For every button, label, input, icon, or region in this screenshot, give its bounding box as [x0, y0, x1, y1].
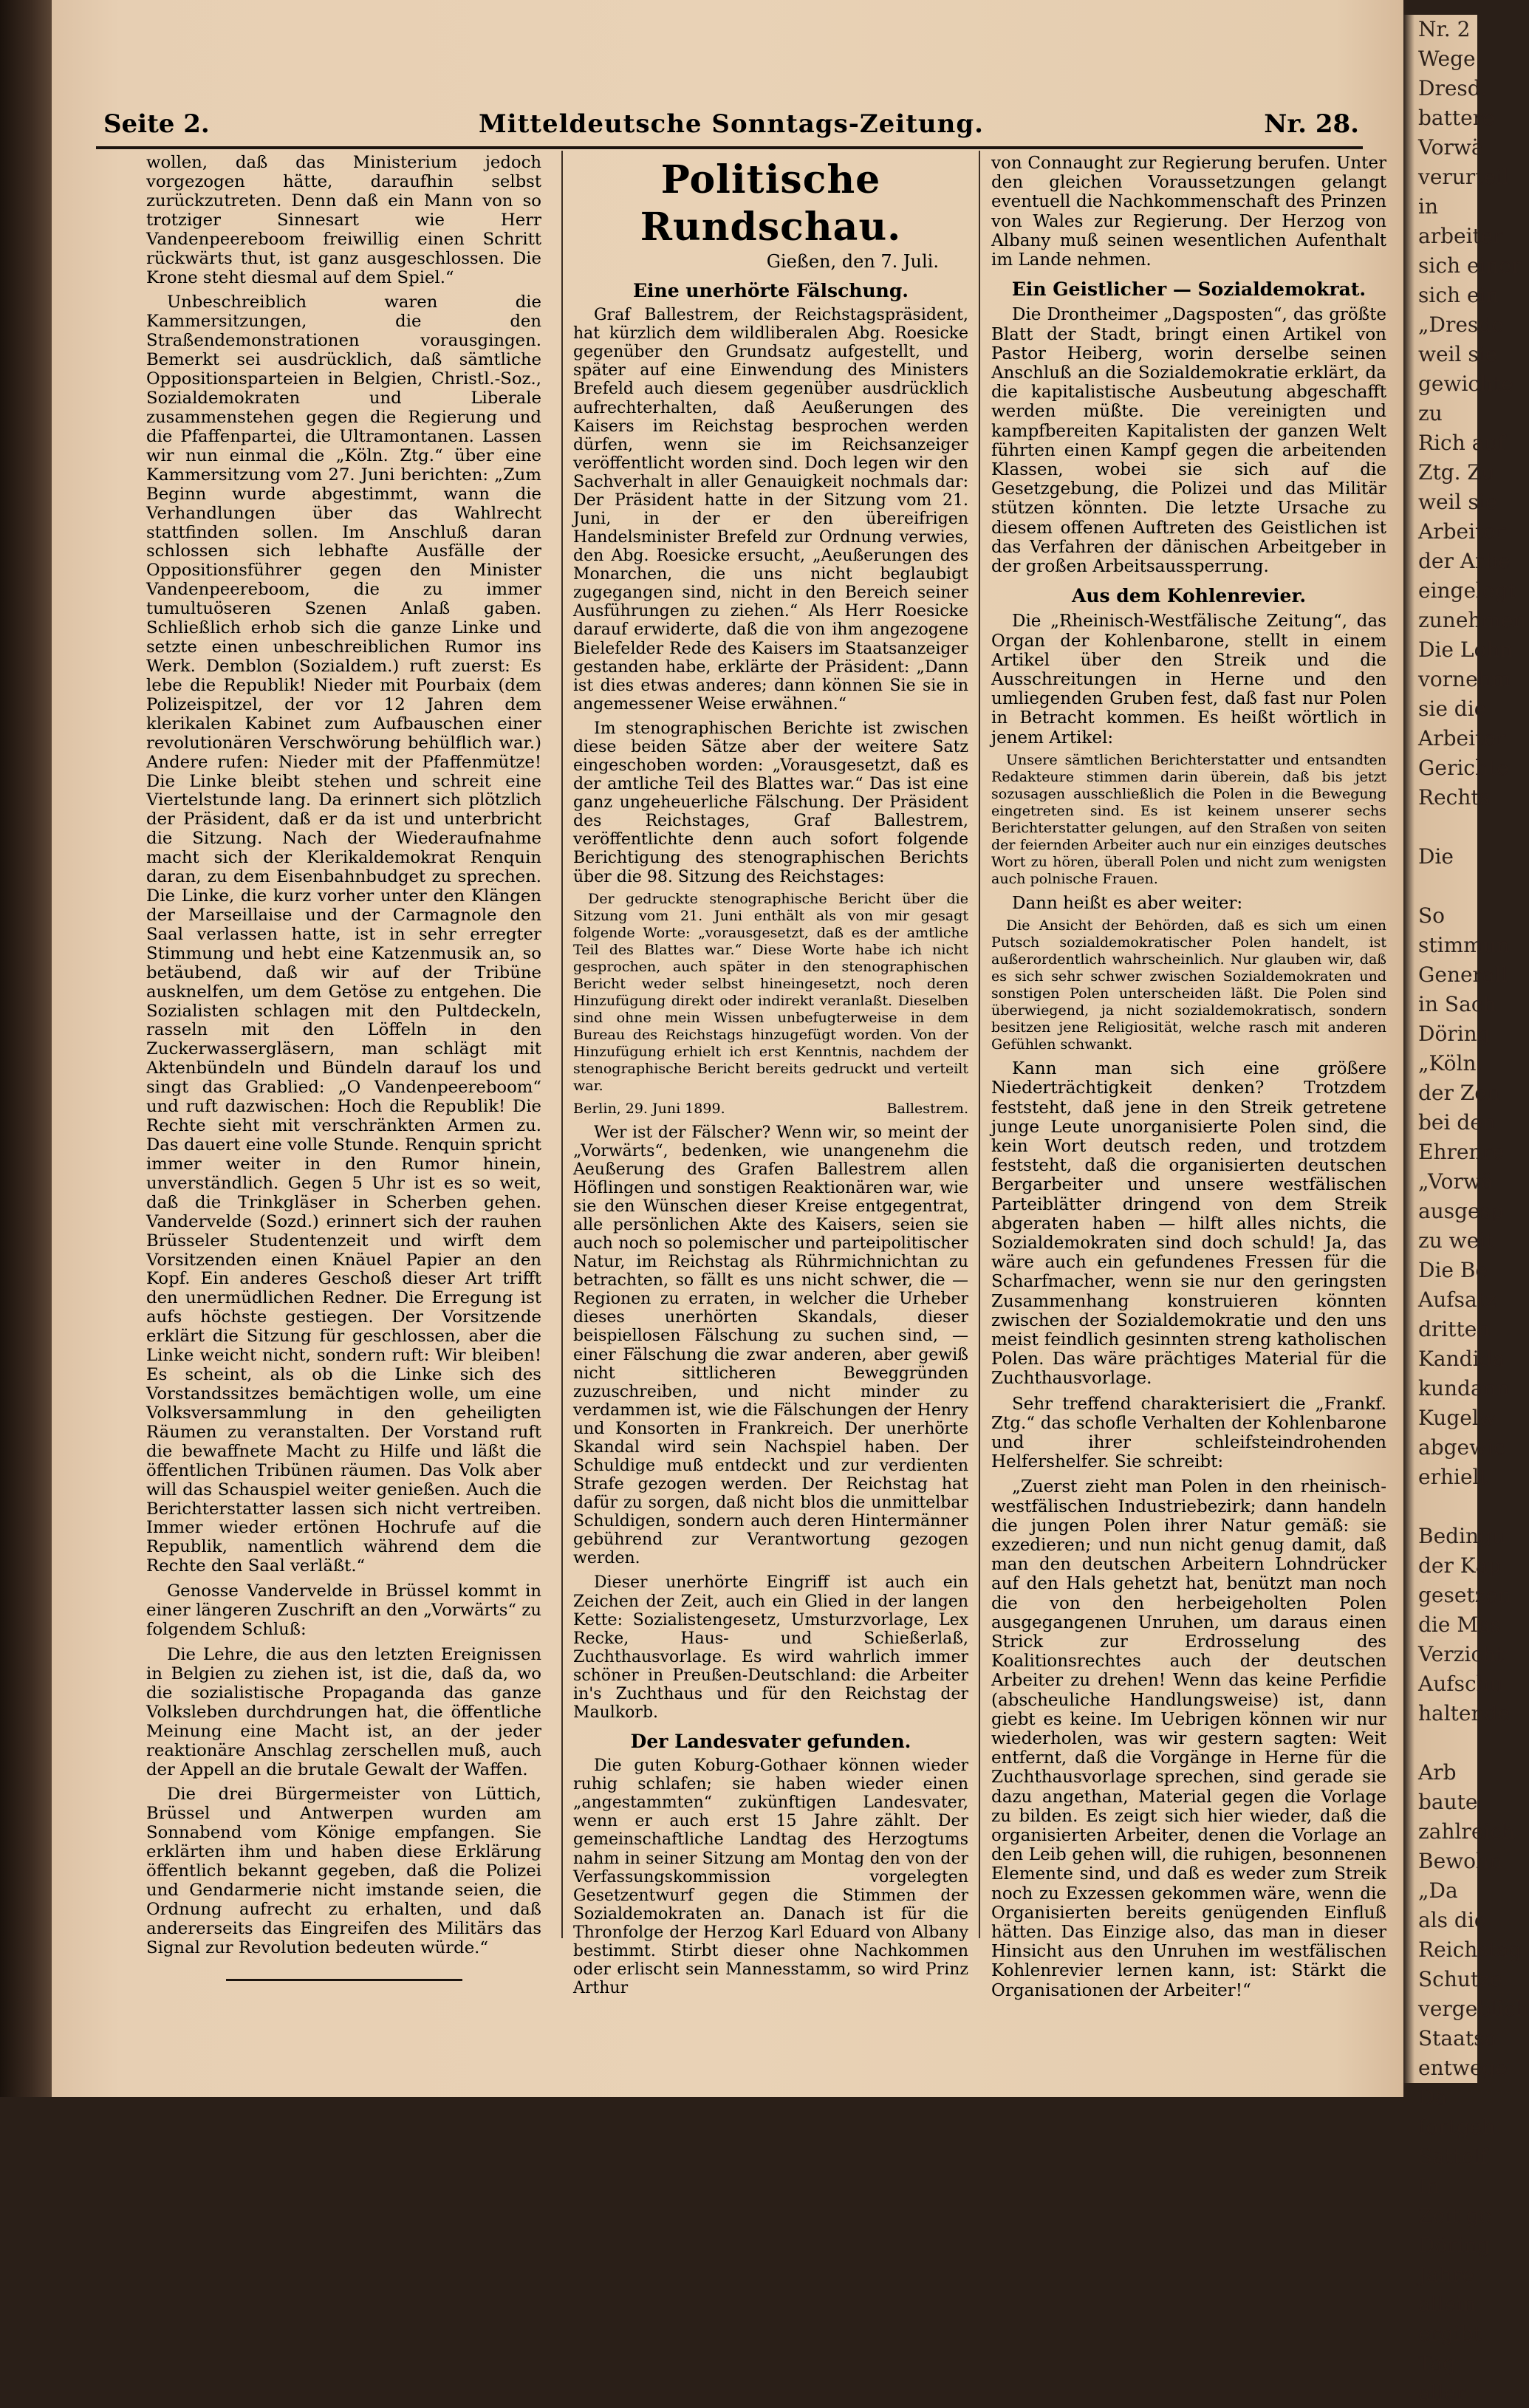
adjacent-page-text-line: erhielt: [1418, 1465, 1488, 1489]
adjacent-page-text-line: die Mas: [1418, 1612, 1502, 1637]
adjacent-page-text-line: als die: [1418, 1908, 1487, 1932]
adjacent-page-text-line: „Köln.: [1418, 1051, 1483, 1075]
adjacent-page-text-line: ausgesp: [1418, 1199, 1504, 1223]
paragraph: Dieser unerhörte Eingriff ist auch ein Zeichen der Zeit, auch ein Glied in der langen Kette: Sozialistengesetz, Umsturzvorlage, Lex Recke, Haus- und Schießerlaß, Zuchthausvorlage. Es wird wahrlich immer schöner in Preußen-Deutschland: die Arbeiter in's Zuchthaus und für den Reichstag der Maulkorb.: [573, 1573, 968, 1722]
paragraph: wollen, daß das Ministerium jedoch vorgezogen hätte, daraufhin selbst zurückzutreten. Denn daß ein Mann von so trotziger Sinnesart wie Herr Vandenpeereboom freiwillig einen Schritt rückwärts thut, ist ganz ausgeschlossen. Die Krone steht diesmal auf dem Spiel.“: [146, 153, 541, 287]
adjacent-page-text-line: vornehm: [1418, 667, 1511, 691]
page-number: Seite 2.: [103, 109, 210, 139]
paragraph: Die drei Bürgermeister von Lüttich, Brüssel und Antwerpen wurden am Sonnabend vom Könige empfangen. Sie erklärten ihm und haben diese Erklärung öffentlich bekannt gegeben, daß die Polizei und Gendarmerie nicht imstande seien, die Ordnung aufrecht zu erhalten, und daß andererseits das Eingreifen des Militärs das Signal zur Revolution bedeuten würde.“: [146, 1785, 541, 1957]
adjacent-page-text-line: baute: [1418, 1790, 1478, 1814]
adjacent-page-text-line: zunehmen: [1418, 608, 1527, 632]
article-end-rule: [226, 1979, 462, 1981]
adjacent-page-text-line: Rich auf: [1418, 431, 1505, 455]
paragraph: Die Drontheimer „Dagsposten“, das größte Blatt der Stadt, bringt einen Artikel von Pastor Heiberg, worin derselbe seinen Anschluß an die Sozialdemokratie erklärt, da die kapitalistische Ausbeutung abgeschafft werden müßte. Die vereinigten und kampfbereiten Kapitalisten der ganzen Welt führten einen Kampf gegen die arbeitenden Klassen, wobei sie sich auf die Gesetzgebung, die Polizei und das Militär stützen könnten. Die letzte Ursache zu diesem offenen Auftreten des Geistlichen ist das Verfahren der dänischen Arbeitgeber in der großen Arbeitsaussperrung.: [991, 305, 1386, 577]
adjacent-page-text-line: allein: [1418, 2292, 1477, 2316]
adjacent-page-text-line: Zeit ge: [1418, 2203, 1492, 2228]
section-title: Politische Rundschau.: [640, 157, 902, 250]
paragraph: Die „Rheinisch-Westfälische Zeitung“, das Organ der Kohlenbarone, stellt in einem Artikel über den Streik und die Ausschreitungen in Herne und den umliegenden Gruben fest, daß fast nur Polen in Betracht kommen. Es heißt wörtlich in jenem Artikel:: [991, 612, 1386, 748]
paragraph: Die guten Koburg-Gothaer können wieder ruhig schlafen; sie haben wieder einen „angestammten“ zukünftigen Landesvater, wenn er auch erst 15 Jahre zählt. Der gemeinschaftliche Landtag des Herzogtums nahm in seiner Sitzung am Montag den von der Verfassungskommission vorgelegten Gesetzentwurf gegen die Stimmen der Sozialdemokraten an. Danach ist für die Thronfolge der Herzog Karl Eduard von Albany bestimmt. Stirbt dieser ohne Nachkommen oder erlischt sein Mannesstamm, so wird Prinz Arthur: [573, 1757, 968, 1998]
adjacent-page-text-line: Die Be: [1418, 1258, 1488, 1282]
adjacent-page-text-line: kundann: [1418, 1376, 1510, 1400]
adjacent-page-text-line: Ehrenre: [1418, 1140, 1505, 1164]
adjacent-page-text-line: Jahre: [1418, 2262, 1474, 2287]
adjacent-page-fragment: [1403, 15, 1529, 2405]
adjacent-page-text-line: Kandida: [1418, 1347, 1505, 1371]
paragraph: Sehr treffend charakterisiert die „Frankf. Ztg.“ das schofle Verhalten der Kohlenbarone und ihrer schleifsteindrohenden Helfershelfer. Sie schreibt:: [991, 1394, 1386, 1472]
adjacent-page-text-line: verurteil: [1418, 165, 1509, 189]
adjacent-page-text-line: Da: [1418, 2085, 1448, 2110]
adjacent-page-text-line: Verzicht: [1418, 1642, 1505, 1666]
quote-place-date: Berlin, 29. Juni 1899.: [573, 1100, 725, 1117]
adjacent-page-text-line: Arbeiter: [1418, 726, 1506, 750]
dateline: Gießen, den 7. Juli.: [766, 251, 939, 272]
adjacent-page-text-line: Reichstag: [1418, 1937, 1522, 1962]
article-title: Der Landesvater gefunden.: [630, 1731, 911, 1753]
adjacent-page-text-line: Gerichte: [1418, 756, 1509, 780]
header-rule: [96, 146, 1363, 149]
article-title: Eine unerhörte Fälschung.: [632, 280, 909, 302]
adjacent-page-text-line: [1403, 1728, 1477, 1758]
adjacent-page-text-line: zu weit: [1418, 1228, 1494, 1253]
adjacent-page-text-line: weil sie: [1418, 342, 1498, 366]
adjacent-page-text-line: Aufschu: [1418, 1672, 1503, 1696]
adjacent-page-text-line: So: [1418, 903, 1446, 928]
adjacent-page-text-line: in Sach: [1418, 992, 1496, 1016]
adjacent-page-text-line: eingelegt: [1418, 578, 1516, 603]
page-header: [103, 109, 1359, 149]
adjacent-page-text-line: vergeblich: [1418, 1997, 1529, 2021]
column-divider-1: [561, 151, 563, 1938]
adjacent-page-text-line: Tag: [1418, 2351, 1457, 2375]
adjacent-page-text-line: Staatsa: [1418, 2026, 1497, 2050]
adjacent-page-text-line: der Zen: [1418, 1081, 1500, 1105]
adjacent-page-text-line: stimmun: [1418, 933, 1510, 957]
adjacent-page-text-line: In: [1418, 2174, 1440, 2198]
adjacent-page-text-line: weil sie: [1418, 490, 1498, 514]
adjacent-page-text-line: sich ein: [1418, 283, 1499, 307]
adjacent-page-text-line: Die Lohn: [1418, 637, 1513, 662]
adjacent-page-text-line: Arbeiter: [1418, 519, 1506, 544]
block-quote: Der gedruckte stenographische Bericht über die Sitzung vom 21. Juni enthält als von mir gesagt folgende Worte: „vorausgesetzt, daß es der amtliche Teil des Blattes war.“ Diese Worte habe ich nicht gesprochen, auch später in den stenographischen Bericht weder selbst hineingesetzt, noch deren Hinzufügung direkt oder indirekt veranlaßt. Dieselben sind ohne mein Wissen unbefugterweise in dem Bureau des Reichstags hinzugefügt worden. Von der Hinzufügung erhielt ich erst Kenntnis, nachdem der stenographische Bericht bereits gedruckt und verteilt war.: [573, 890, 968, 1094]
adjacent-page-text-line: Kugelw: [1418, 1406, 1496, 1430]
adjacent-page-text-line: „Dresde: [1418, 312, 1504, 337]
paragraph: Genosse Vandervelde in Brüssel kommt in einer längeren Zuschrift an den „Vorwärts“ zu folgendem Schluß:: [146, 1581, 541, 1640]
adjacent-page-text-line: battere: [1418, 106, 1495, 130]
adjacent-page-text-line: abgewic: [1418, 1435, 1505, 1460]
adjacent-page-text-line: sich einer: [1418, 253, 1522, 278]
quote-signature-line: [573, 1101, 968, 1118]
adjacent-page-text-line: Aufsatz: [1418, 1287, 1496, 1312]
book-binding-edge: [0, 0, 52, 2097]
column-2: [573, 154, 968, 1997]
paragraph: Graf Ballestrem, der Reichstagspräsident, hat kürzlich dem wildliberalen Abg. Roesicke gegenüber den Grundsatz aufgestellt, und später auf eine Einwendung des Ministers Brefeld auch diesem gegenüber ausdrücklich aufrechterhalten, daß Aeußerungen des Kaisers im Reichstag besprochen werden dürfen, wenn sie im Reichsanzeiger veröffentlicht worden sind. Doch legen wir den Sachverhalt in aller Genauigkeit nochmals dar: Der Präsident hatte in der Sitzung vom 21. Juni, in der er den übereifrigen Handelsminister Brefeld zur Ordnung verwies, den Abg. Roesicke ersucht, „Aeußerungen des Monarchen, die uns nicht beglaubigt zugegangen sind, nicht in den Bereich seiner Ausführungen zu ziehen.“ Als Herr Roesicke darauf erwiderte, daß die von ihm angezogene Bielefelder Rede des Kaisers im Staatsanzeiger gestanden habe, erklärte der Präsident: „Dann ist dies etwas anderes; dann können Sie sie in angemessener Weise erwähnen.“: [573, 306, 968, 714]
block-quote: Unsere sämtlichen Berichterstatter und entsandten Redakteure stimmen darin überein, daß bis jetzt sozusagen ausschließlich die Polen in die Bewegung eingetreten sind. Es ist keinem unserer sechs Berichterstatter gelungen, auf den Straßen von seiten der feiernden Arbeiter auch nur ein einziges deutsches Wort zu hören, überall Polen und nicht zum wenigsten auch polnische Frauen.: [991, 751, 1386, 887]
article-title: Ein Geistlicher — Sozialdemokrat.: [1011, 278, 1366, 301]
paragraph: „Zuerst zieht man Polen in den rheinisch-westfälischen Industriebezirk; dann handeln die jungen Polen ihrer Natur gemäß: sie exzedieren; und nun nicht genug damit, daß man den deutschen Arbeitern Lohndrücker auf den Hals gehetzt hat, benützt man noch die von den herbeigeholten Polen ausgegangenen Unruhen, um daraus einen Strick zur Erdrosselung des Koalitionsrechtes auch der deutschen Arbeiter zu drehen! Wenn das keine Perfidie (abscheuliche Handlungsweise) ist, dann giebt es keine. Im Uebrigen können wir nur wiederholen, was wir gestern sagten: Weit entfernt, daß die Vorgänge in Herne für die Zuchthausvorlage sprechen, sind gerade sie dazu angethan, Material gegen die Vorlage zu bilden. Es zeigt sich hier wieder, daß die organisierten Arbeiter, denen die Vorlage an den Leib gehen will, die ruhigen, besonnenen Elemente sind, und daß es weder zum Streik noch zu Exzessen gekommen wäre, wenn die Organisierten bereits genügenden Einfluß hätten. Das Einzige also, das man in dieser Hinsicht aus den Unruhen im westfälischen Kohlenrevier lernen kann, ist: Stärkt die Organisationen der Arbeiter!“: [991, 1477, 1386, 2000]
adjacent-page-text-line: Generall: [1418, 962, 1508, 987]
adjacent-page-text-line: in: [1418, 194, 1438, 219]
paragraph: Wer ist der Fälscher? Wenn wir, so meint der „Vorwärts“, bedenken, wie unangenehm die Aeußerung des Grafen Ballestrem allen Höflingen und sonstigen Reaktionären war, wie sie den Wünschen dieser Kreise entgegentrat, alle persönlichen Akte des Kaisers, seien sie auch noch so polemischer und parteipolitischer Natur, im Reichstag als Rührmichnichtan zu betrachten, so fällt es uns nicht schwer, die — Regionen zu erraten, in welcher die Urheber dieses unerhörten Skandals, dieser beispiellosen Fälschung zu suchen sind, — einer Fälschung die zwar anderen, aber gewiß nicht sittlicheren Beweggründen zuzuschreiben, und nicht minder zu verdammen ist, wie die Fälschungen der Henry und Konsorten in Frankreich. Der unerhörte Skandal wird sein Nachspiel haben. Der Schuldige muß entdeckt und zur verdienten Strafe gezogen werden. Der Reichstag hat dafür zu sorgen, daß nicht blos die unmittelbar Schuldigen, sondern auch deren Hintermänner gebührend zur Verantwortung gezogen werden.: [573, 1123, 968, 1568]
adjacent-page-text-line: aller: [1418, 2381, 1466, 2405]
adjacent-page-text-line: entwege: [1418, 2056, 1508, 2080]
paragraph: Die Lehre, die aus den letzten Ereignissen in Belgien zu ziehen ist, ist die, daß da, wo die sozialistische Propaganda das ganze Volksleben durchdrungen hat, die öffentliche Meinung eine Macht ist, an der jeder reaktionäre Anschlag zerschellen muß, auch der Appell an die brutale Gewalt der Waffen.: [146, 1644, 541, 1779]
paragraph-continuation: von Connaught zur Regierung berufen. Unter den gleichen Voraussetzungen gelangt eventuell die Nachkommenschaft des Prinzen von Wales zur Regierung. Der Herzog von Albany muß seinen wesentlichen Aufenthalt im Lande nehmen.: [991, 154, 1386, 270]
adjacent-page-text-line: Sattelf: [1418, 2144, 1488, 2169]
masthead: Mitteldeutsche Sonntags-Zeitung.: [479, 109, 984, 139]
quote-signature: Ballestrem.: [886, 1100, 968, 1117]
adjacent-page-text-line: fortgeh: [1418, 2115, 1496, 2139]
adjacent-page-text-line: haltende: [1418, 1701, 1511, 1725]
column-3: [991, 154, 1386, 2000]
adjacent-page-text-line: der Kap: [1418, 1553, 1502, 1578]
adjacent-page-text-line: Rechts: [1418, 785, 1490, 810]
adjacent-page-text-line: zahlreich: [1418, 1819, 1516, 1844]
adjacent-page-text-line: Die: [1418, 844, 1454, 869]
issue-number: Nr. 28.: [1264, 109, 1359, 139]
adjacent-page-text-line: [1403, 872, 1477, 901]
adjacent-page-text-line: Nr. 2: [1418, 17, 1471, 41]
column-1: [146, 154, 541, 1981]
adjacent-page-text-line: dritten: [1418, 1317, 1491, 1341]
adjacent-page-text-line: der Arbe: [1418, 549, 1511, 573]
adjacent-page-text-line: arbeiter: [1418, 224, 1503, 248]
adjacent-page-text-line: Ztg. Zu: [1418, 460, 1495, 485]
adjacent-page-text-line: „Vorwä: [1418, 1169, 1494, 1194]
adjacent-page-text-line: [1403, 1492, 1477, 1522]
adjacent-page-text-line: sie die: [1418, 697, 1487, 721]
adjacent-page-text-line: „Da: [1418, 1878, 1458, 1903]
article-title: Aus dem Kohlenrevier.: [1071, 585, 1307, 607]
adjacent-page-text-line: gesetzen: [1418, 1583, 1512, 1607]
adjacent-page-text-line: Dresd.: [1418, 76, 1488, 100]
adjacent-page-text-line: ergibt: [1418, 2322, 1482, 2346]
adjacent-page-text-line: Döring: [1418, 1022, 1491, 1046]
paragraph: Im stenographischen Berichte ist zwischen diese beiden Sätze aber der weitere Satz eingeschoben worden: „Vorausgesetzt, daß es der amtliche Teil des Blattes war.“ Das ist eine ganz ungeheuerliche Fälschung. Der Präsident des Reichstages, Graf Ballestrem, veröffentlichte denn auch sofort folgende Berichtigung des stenographischen Berichts über die 98. Sitzung des Reichstages:: [573, 719, 968, 886]
adjacent-page-text-line: bei den: [1418, 1110, 1496, 1135]
paragraph: Unbeschreiblich waren die Kammersitzungen, die den Straßendemonstrationen vorausgingen. Bemerkt sei ausdrücklich, daß sämtliche Oppositionsparteien in Belgien, Christl.-Soz., Sozialdemokraten und Liberale zusammenstehen gegen die Regierung und die Pfaffenpartei, die Ultramontanen. Lassen wir nun einmal die „Köln. Ztg.“ über eine Kammersitzung vom 27. Juni berichten: „Zum Beginn wurde abgestimmt, wann die Verhandlungen über das Wahlrecht stattfinden sollen. Im Anschluß daran schlossen sich lebhafte Ausfälle der Oppositionsführer gegen den Minister Vandenpeereboom, die zu immer tumultuöseren Szenen Anlaß gaben. Schließlich erhob sich die ganze Linke und setzte einen unbeschreiblichen Rumor ins Werk. Demblon (Sozialdem.) ruft zuerst: Es lebe die Republik! Nieder mit Pourbaix (dem Polizeispitzel, der vor 12 Jahren dem klerikalen Kabinet zum Aufbauschen einer revolutionären Verschwörung behülflich war.) Andere rufen: Nieder mit der Pfaffenmütze! Die Linke bleibt stehen und schreit eine Viertelstunde lang. Da erinnert sich plötzlich der Präsident, daß er da ist und unterbricht die Sitzung. Nach der Wiederaufnahme macht sich der Klerikaldemokrat Renquin daran, zu dem Eisenbahnbudget zu sprechen. Die Linke, die kurz vorher unter den Klängen der Marseillaise und der Carmagnole den Saal verlassen hatte, ist in sehr erregter Stimmung und hebt eine Katzenmusik an, so betäubend, daß wir auf der Tribüne ausknelfen, um dem Getöse zu entgehen. Die Sozialisten schlagen mit den Pultdeckeln, rasseln mit den Löffeln in den Zuckerwassergläsern, man schlägt mit Aktenbündeln und Bündeln darauf los und singt das Grablied: „O Vandenpeereboom“ und ruft dazwischen: Hoch die Republik! Die Rechte sieht mit verschränkten Armen zu. Das dauert eine volle Stunde. Renquin spricht immer weiter in den Rumor hinein, unverständlich. Gegen 5 Uhr ist es so weit, daß die Trinkgläser in Scherben gehen. Vandervelde (Sozd.) erinnert sich der rauhen Brüsseler Studentenzeit und wirft dem Vorsitzenden einen Knäuel Papier an den Kopf. Ein anderes Geschoß dieser Art trifft den unermüdlichen Redner. Die Erregung ist aufs höchste gestiegen. Der Vorsitzende erklärt die Sitzung für geschlossen, aber die Linke weicht nicht, sondern ruft: Wir bleiben! Es scheint, als ob die Linke sich des Vorstandssitzes bemächtigen wolle, um eine Volksversammlung in den geheiligten Räumen zu veranstalten. Der Vorstand ruft die bewaffnete Macht zu Hilfe und läßt die öffentlichen Tribünen räumen. Das Volk aber will das Schauspiel weiter genießen. Auch die Berichterstatter lassen sich nicht vertreiben. Immer wieder ertönen Hochrufe auf die Republik, namentlich während dem die Rechte den Saal verläßt.“: [146, 293, 541, 1576]
adjacent-page-text-line: Döring: [1418, 2233, 1491, 2257]
adjacent-page-text-line: Wege: [1418, 47, 1476, 71]
adjacent-page-text-line: Vorwä: [1418, 135, 1484, 160]
adjacent-page-text-line: gewichte: [1418, 372, 1513, 396]
adjacent-page-text-line: Schutze: [1418, 1967, 1502, 1991]
adjacent-page-text-line: Bedingu: [1418, 1524, 1506, 1548]
paragraph: Kann man sich eine größere Niederträchtigkeit denken? Trotzdem feststeht, daß jene in den Streik getretene junge Leute unorganisierte Polen sind, die kein Wort deutsch reden, und trotzdem feststeht, daß die organisierten deutschen Bergarbeiter und unsere westfälischen Parteiblätter dringend von dem Streik abgeraten haben — hilft alles nichts, die Sozialdemokraten sind doch schuld! Ja, das wäre auch ein gefundenes Fressen für die Scharfmacher, wenn sie nur den geringsten Zusammenhang konstruieren könnten zwischen der Sozialdemokratie und den uns meist feindlich gesinnten streng katholischen Polen. Das wäre prächtiges Material für die Zuchthausvorlage.: [991, 1059, 1386, 1389]
adjacent-page-text-line: Bewohn: [1418, 1849, 1503, 1873]
block-quote: Die Ansicht der Behörden, daß es sich um einen Putsch sozialdemokratischer Polen handelt, ist außerordentlich wahrscheinlich. Nur glauben wir, daß es sich sehr schwer zwischen Sozialdemokraten und sonstigen Polen unterscheiden läßt. Die Polen sind überwiegend, ja nicht sozialdemokratisch, sondern besitzen jene Religiosität, welche rasch mit anderen Gefühlen schwankt.: [991, 917, 1386, 1053]
adjacent-page-text-line: Arb: [1418, 1760, 1457, 1785]
column-divider-2: [979, 151, 980, 1938]
paragraph: Dann heißt es aber weiter:: [1012, 893, 1243, 913]
adjacent-page-text-line: [1403, 813, 1477, 842]
adjacent-page-text-line: zu: [1418, 401, 1443, 425]
